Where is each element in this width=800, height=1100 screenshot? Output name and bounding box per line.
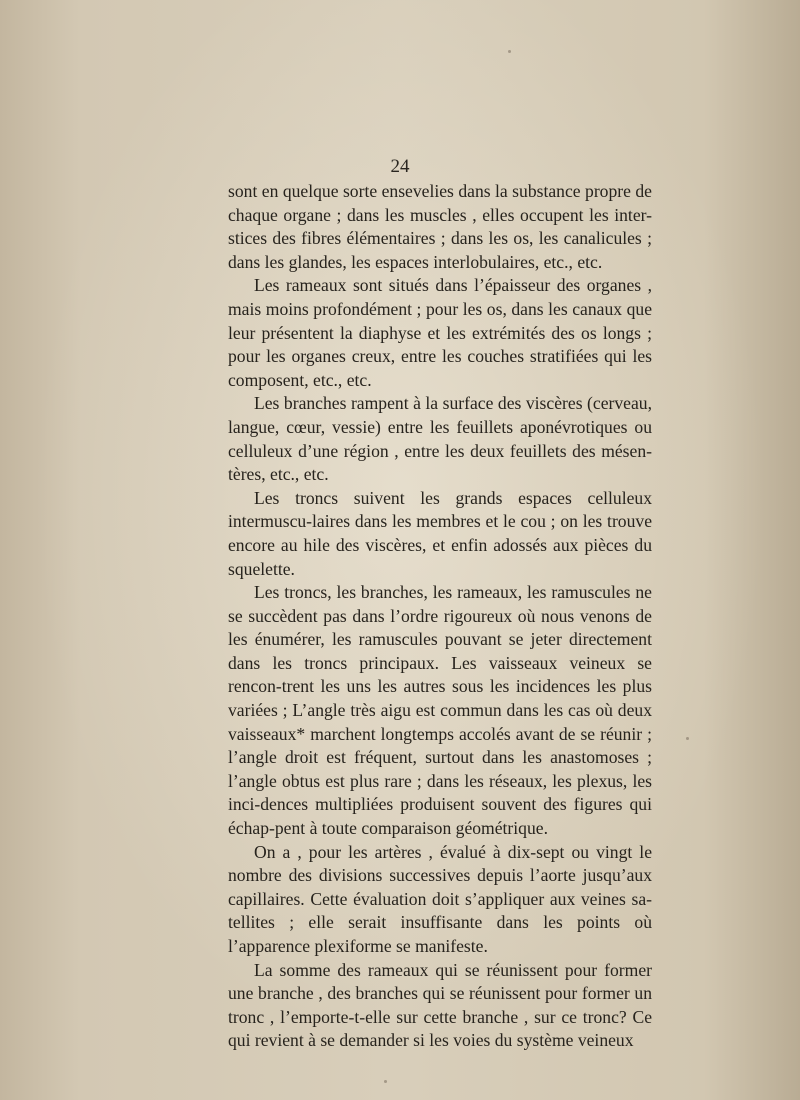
paragraph-3: Les branches rampent à la surface des viscères (cerveau, langue, cœur, vessie) entre les feuillets aponévrotiques ou celluleux d’une région , entre les deux feuillets des mésen-tères, etc., etc. xyxy=(228,393,652,485)
paragraph-5: Les troncs, les branches, les rameaux, les ramuscules ne se succèdent pas dans l’ordre rigoureux où nous venons de les énumérer, les ramuscules pouvant se jeter directement dans les troncs principaux. Les vaisseaux veineux se rencon-trent les uns les autres sous les incidences les plus variées ; L’angle très aigu est commun dans les cas où deux vaisseaux* marchent longtemps accolés avant de se réunir ; l’angle droit est fréquent, surtout dans les anastomoses ; l’angle obtus est plus rare ; dans les réseaux, les plexus, les inci-dences multipliées produisent souvent des figures qui échap-pent à toute comparaison géométrique. xyxy=(228,582,652,839)
paper-speck xyxy=(686,737,689,740)
paper-speck xyxy=(508,50,511,53)
body-text xyxy=(228,180,652,1053)
paragraph-2: Les rameaux sont situés dans l’épaisseur des organes , mais moins profondément ; pour les os, dans les canaux que leur présentent la diaphyse et les extrémités des os longs ; pour les organes creux, entre les couches stratifiées qui les composent, etc., etc. xyxy=(228,275,652,390)
paragraph-7: La somme des rameaux qui se réunissent pour former une branche , des branches qui se réunissent pour former un tronc , l’emporte-t-elle sur cette branche , sur ce tronc? Ce qui revient à se demander si les voies du système veineux xyxy=(228,959,652,1051)
paragraph-4: Les troncs suivent les grands espaces celluleux intermuscu-laires dans les membres et le cou ; on les trouve encore au hile des viscères, et enfin adossés aux pièces du squelette. xyxy=(228,487,652,579)
page-number: 24 xyxy=(390,156,410,177)
paragraph-6: On a , pour les artères , évalué à dix-sept ou vingt le nombre des divisions successives depuis l’aorte jusqu’aux capillaires. Cette évaluation doit s’appliquer aux veines sa-tellites ; elle serait insuffisante dans les points où l’apparence plexiforme se manifeste. xyxy=(228,841,652,956)
paper-speck xyxy=(384,1080,387,1083)
paragraph-1: sont en quelque sorte ensevelies dans la substance propre de chaque organe ; dans les muscles , elles occupent les inter-stices des fibres élémentaires ; dans les os, les canalicules ; dans les glandes, les espaces interlobulaires, etc., etc. xyxy=(228,181,652,272)
